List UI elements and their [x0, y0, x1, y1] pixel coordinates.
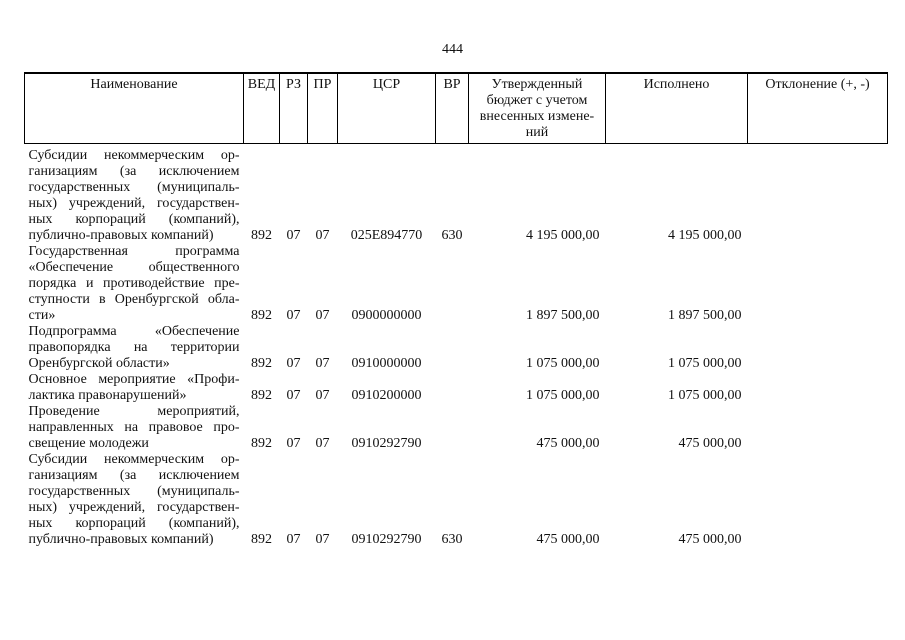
row-deviation [748, 244, 888, 324]
row-ved: 892 [251, 308, 272, 323]
table-header-row [25, 73, 888, 144]
header-pr: ПР [308, 73, 338, 144]
table-row [25, 404, 888, 452]
table-row [25, 452, 888, 548]
row-ved: 892 [251, 228, 272, 243]
row-ved: 892 [251, 356, 272, 371]
row-pr: 07 [315, 228, 330, 243]
row-csr: 025E894770 [350, 228, 423, 243]
header-vr: ВР [436, 73, 469, 144]
header-rz: РЗ [280, 73, 308, 144]
row-vr [436, 372, 469, 404]
header-approved-budget: Утвержденный бюджет с учетом внесенных измене-ний [469, 73, 606, 144]
row-rz: 07 [286, 356, 301, 371]
row-deviation [748, 144, 888, 245]
row-csr: 0910292790 [351, 532, 422, 547]
row-rz: 07 [286, 308, 301, 323]
header-executed: Исполнено [606, 73, 748, 144]
row-name: Проведение мероприятий, направленных на правовое про-свещение молодежи [28, 404, 240, 451]
row-deviation [748, 324, 888, 372]
row-rz: 07 [286, 436, 301, 451]
row-executed: 1 075 000,00 [668, 356, 742, 371]
row-executed: 4 195 000,00 [668, 228, 742, 243]
header-deviation: Отклонение (+, -) [748, 73, 888, 144]
row-pr: 07 [315, 532, 330, 547]
row-csr: 0910200000 [351, 388, 422, 403]
row-rz: 07 [286, 532, 301, 547]
row-name: Государственная программа «Обеспечение общественного порядка и противодействие пре-ступности в Оренбургской обла-сти» [28, 244, 240, 323]
row-approved: 475 000,00 [536, 436, 600, 451]
row-deviation [748, 404, 888, 452]
row-vr: 630 [441, 532, 463, 547]
row-csr: 0910292790 [351, 436, 422, 451]
row-name: Подпрограмма «Обеспечение правопорядка на территории Оренбургской области» [28, 324, 240, 371]
row-approved: 475 000,00 [536, 532, 600, 547]
page-number: 444 [442, 42, 463, 57]
table-row [25, 324, 888, 372]
row-csr: 0900000000 [351, 308, 422, 323]
row-csr: 0910000000 [351, 356, 422, 371]
row-executed: 1 897 500,00 [668, 308, 742, 323]
row-name: Субсидии некоммерческим ор-ганизациям (за исключением государственных (муниципаль-ных) учреждений, государствен-ных корпораций (компаний), публично-правовых компаний) [28, 452, 240, 547]
row-approved: 1 075 000,00 [526, 388, 600, 403]
table-row [25, 244, 888, 324]
row-executed: 475 000,00 [678, 436, 742, 451]
row-vr [436, 404, 469, 452]
row-executed: 1 075 000,00 [668, 388, 742, 403]
row-pr: 07 [315, 308, 330, 323]
header-name: Наименование [25, 73, 244, 144]
budget-table [24, 72, 888, 548]
row-pr: 07 [315, 356, 330, 371]
row-deviation [748, 372, 888, 404]
row-executed: 475 000,00 [678, 532, 742, 547]
row-approved: 1 075 000,00 [526, 356, 600, 371]
row-approved: 1 897 500,00 [526, 308, 600, 323]
row-pr: 07 [315, 436, 330, 451]
header-csr: ЦСР [338, 73, 436, 144]
row-ved: 892 [251, 436, 272, 451]
row-vr: 630 [441, 228, 463, 243]
row-pr: 07 [315, 388, 330, 403]
row-name: Субсидии некоммерческим ор-ганизациям (за исключением государственных (муниципаль-ных) учреждений, государствен-ных корпораций (компаний), публично-правовых компаний) [28, 148, 240, 243]
row-name: Основное мероприятие «Профи-лактика правонарушений» [28, 372, 240, 403]
row-rz: 07 [286, 228, 301, 243]
row-deviation [748, 452, 888, 548]
header-ved: ВЕД [244, 73, 280, 144]
table-row [25, 144, 888, 245]
row-rz: 07 [286, 388, 301, 403]
row-vr [436, 244, 469, 324]
table-row [25, 372, 888, 404]
row-ved: 892 [251, 532, 272, 547]
row-approved: 4 195 000,00 [526, 228, 600, 243]
row-ved: 892 [251, 388, 272, 403]
row-vr [436, 324, 469, 372]
